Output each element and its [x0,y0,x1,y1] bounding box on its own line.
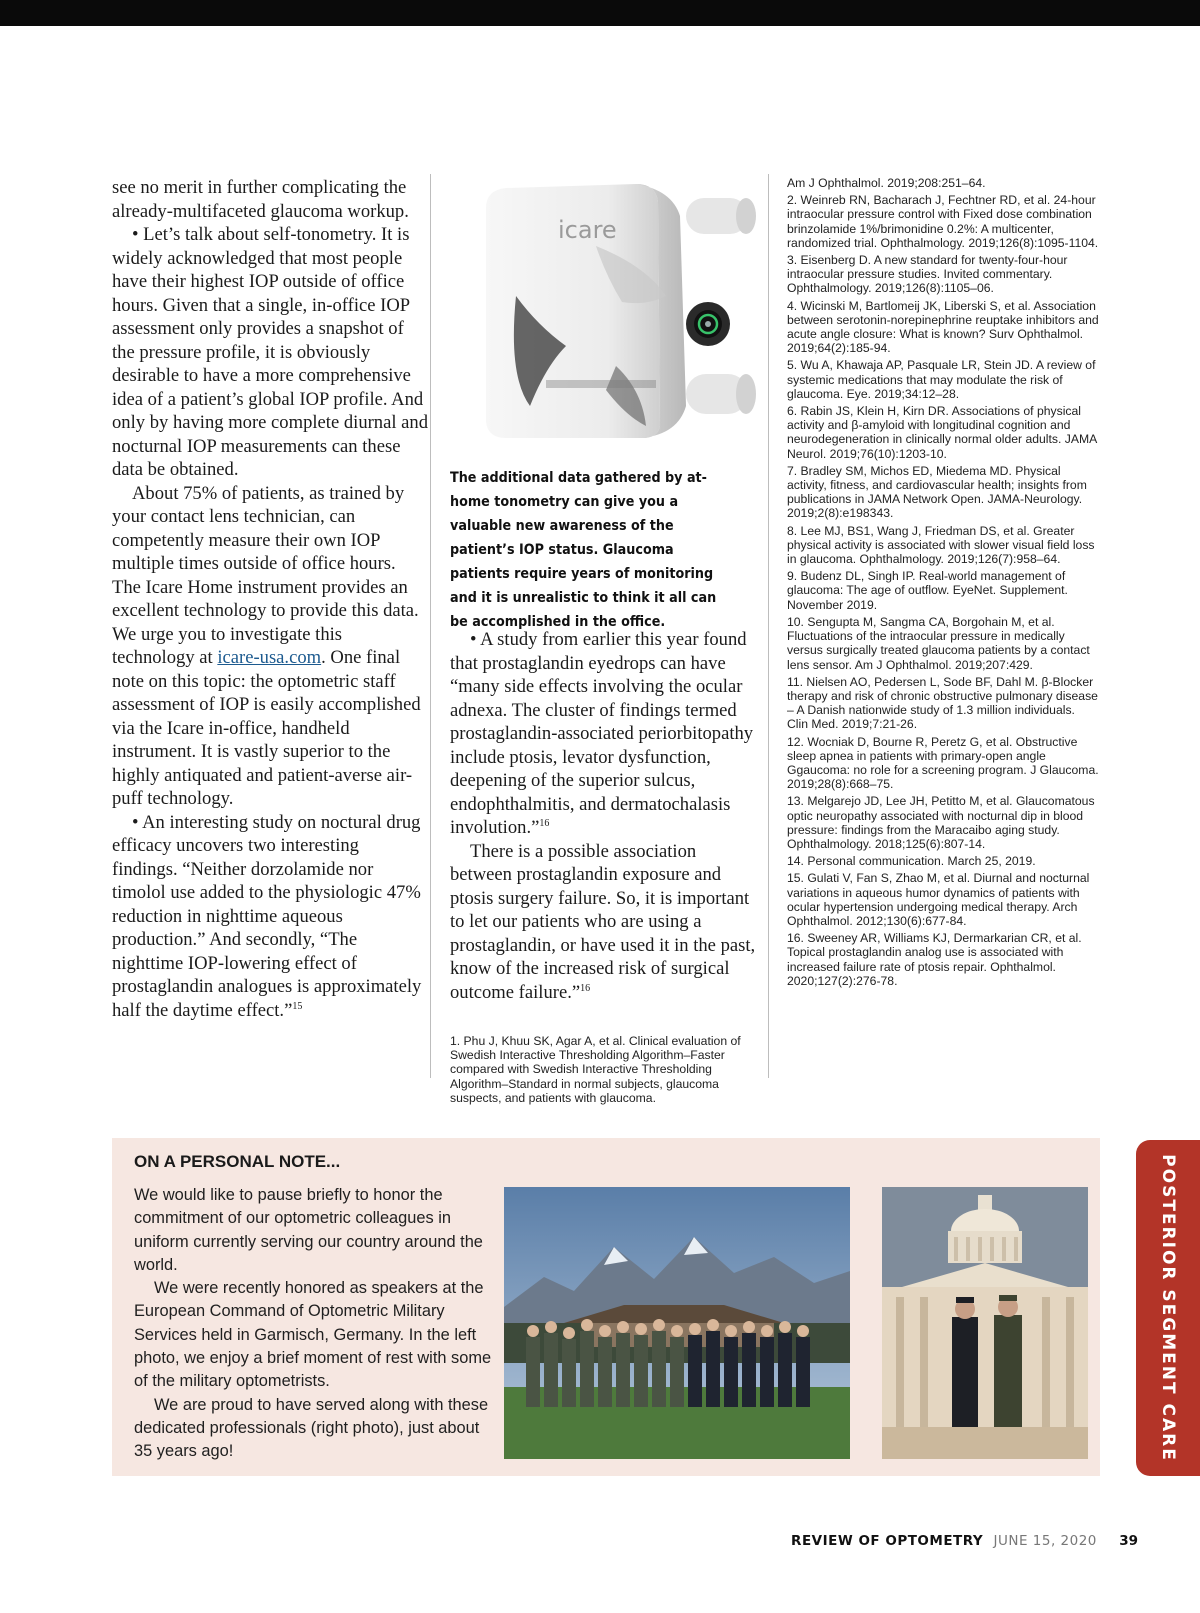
paragraph-text: About 75% of patients, as trained by your contact lens technician, can competently measure their own IOP multiple times outside of office hours. The Icare Home instrument provides an excellent technology to provide this data. We urge you to investigate this technology at [112,482,419,668]
reference-item: 3. Eisenberg D. A new standard for twenty-four-hour intraocular pressure studies. Invited commentary. Ophthalmology. 2019;126(8):1105–06. [787,253,1068,296]
paragraph-text: • An interesting study on noctural drug efficacy uncovers two interesting findings. “Neither dorzolamide nor timolol use added to the physiologic 47% reduction in nighttime aqueous production.” And secondly, “The nighttime IOP-lowering effect of prostaglandin analogues is approximately half the daytime effect.” [112,811,422,1021]
reference-item: 9. Budenz DL, Singh IP. Real-world management of glaucoma: The age of outflow. EyeNet. Supplement. November 2019. [787,569,1068,612]
figure-caption: The additional data gathered by at-home tonometry can give you a valuable new awareness of the patient’s IOP status. Glaucoma patients require years of monitoring and it is unrealistic to think it all can be accomplished in the office. [450,470,717,630]
paragraph-text: . One final note on this topic: the optometric staff assessment of IOP is easily accomplished via the Icare in-office, handheld instrument. It is vastly superior to the highly antiquated and patient-averse air-puff technology. [112,647,421,809]
personal-note-box [112,1138,1100,1476]
paragraph-text: There is a possible association between prostaglandin exposure and ptosis surgery failure. So, it is important to let our patients who are using a prostaglandin, or have used it in the past, know of the increased risk of surgical outcome failure.” [450,840,756,1003]
paragraph: We would like to pause briefly to honor the commitment of our optometric colleagues in uniform currently serving our country around the world. [134,1186,483,1274]
group-photo-garmisch [504,1187,850,1459]
article-column-2 [450,628,762,1004]
device-brand-text: icare [558,216,617,244]
reference-item: 12. Wocniak D, Bourne R, Peretz G, et al. Obstructive sleep apnea in patients with primary-open angle Ggaucoma: no role for a screening program. J Glaucoma. 2019;28(8):668–75. [787,734,1099,792]
icare-device-photo [446,176,760,444]
reference-item: 11. Nielsen AO, Pedersen L, Sode BF, Dahl M. β-Blocker therapy and risk of chronic obstructive pulmonary disease – A Danish nationwide study of 1.3 million individuals. Clin Med. 2019;7:21-26. [787,674,1098,732]
footnote-ref: 16 [580,982,591,994]
page-footer [791,1533,1138,1549]
reference-item: 13. Melgarejo JD, Lee JH, Petitto M, et al. Glaucomatous optic neuropathy associated with nocturnal dip in blood pressure: findings from the Maracaibo aging study. Ophthalmology. 2018;125(6):807-14. [787,794,1095,851]
reference-item: 6. Rabin JS, Klein H, Kirn DR. Associations of physical activity and β-amyloid with longitudinal cognition and neurodegeneration in clinically normal older adults. JAMA Neurol. 2019;76(10):1203-10. [787,404,1097,461]
reference-item: 2. Weinreb RN, Bacharach J, Fechtner RD, et al. 24-hour intraocular pressure control with Fixed dose combination brinzolamide 1%/brimonidine 0.2%: A multicenter, randomized trial. Ophthalmology. 2019;126(8):1095-1104. [787,193,1099,250]
paragraph: see no merit in further complicating the already-multifaceted glaucoma workup. [112,177,409,222]
paragraph [112,811,428,1023]
reference-item: 16. Sweeney AR, Williams KJ, Dermarkarian CR, et al. Topical prostaglandin analog use is associated with increased failure rate of ptosis repair. Ophthalmol. 2020;127(2):276-78. [787,931,1082,988]
references-list [787,176,1099,991]
article-column-1 [112,176,428,1022]
paragraph: • Let’s talk about self-tonometry. It is widely acknowledged that most people have their highest IOP outside of office hours. Given that a single, in-office IOP assessment only provides a snapshot of the pressure profile, it is obviously desirable to have a more comprehensive idea of a patient’s global IOP profile. And only by having more complete diurnal and nocturnal IOP measurements can these data be obtained. [112,224,429,480]
footnote-ref: 15 [292,1000,303,1012]
paragraph [450,628,762,840]
footnote-ref: 16 [539,817,550,829]
paragraph [112,482,428,811]
page-number: 39 [1119,1533,1138,1549]
personal-note-body [134,1184,494,1464]
reference-item: 7. Bradley SM, Michos ED, Miedema MD. Physical activity, fitness, and cardiovascular health; insights from publications in JAMA Network Open. JAMA-Neurology. 2019;2(8):e198343. [787,463,1087,521]
section-tab-label: POSTERIOR SEGMENT CARE [1158,1154,1178,1462]
reference-item: 10. Sengupta M, Sangma CA, Borgohain M, et al. Fluctuations of the intraocular pressure in medically versus surgically treated glaucoma patients by a contact lens sensor. Am J Ophthalmol. 2019;207:429. [787,614,1090,672]
personal-note-title: ON A PERSONAL NOTE... [134,1152,341,1171]
reference-item: 4. Wicinski M, Bartlomeij JK, Liberski S, et al. Association between serotonin-norepinephrine reuptake inhibitors and acute angle closure: What is known? Surv Ophthalmol. 2019;64(2):185-94. [787,298,1099,356]
reference-item: 5. Wu A, Khawaja AP, Pasquale LR, Stein JD. A review of systemic medications that may modulate the risk of glaucoma. Eye. 2019;34:12–28. [787,358,1096,401]
reference-item: Am J Ophthalmol. 2019;208:251–64. [787,176,986,190]
paragraph [450,840,762,1005]
paragraph: We were recently honored as speakers at the European Command of Optometric Military Services held in Garmisch, Germany. In the left photo, we enjoy a brief moment of rest with some of the military optometrists. [134,1279,492,1391]
column-divider [768,174,769,1078]
capitol-photo [882,1187,1088,1459]
icare-link[interactable]: icare-usa.com [217,647,322,668]
issue-date: JUNE 15, 2020 [993,1533,1097,1549]
reference-item: 15. Gulati V, Fan S, Zhao M, et al. Diurnal and nocturnal variations in aqueous humor dynamics of patients with ocular hypertension undergoing medical therapy. Arch Ophthalmol. 2012;130(6):677-84. [787,871,1090,928]
paragraph-text: • A study from earlier this year found that prostaglandin eyedrops can have “many side effects involving the ocular adnexa. The cluster of findings termed prostaglandin-associated periorbitopathy include ptosis, levator dysfunction, deepening of the superior sulcus, endophthalmitis, and dermatochalasis involution.” [450,629,754,838]
column-divider [430,174,431,1078]
top-black-bar [0,0,1200,26]
reference-item: 14. Personal communication. March 25, 2019. [787,854,1036,869]
reference-item: 8. Lee MJ, BS1, Wang J, Friedman DS, et al. Greater physical activity is associated with slower visual field loss in glaucoma. Ophthalmology. 2019;126(7):958–64. [787,523,1095,567]
magazine-name: REVIEW OF OPTOMETRY [791,1533,984,1549]
reference-1: 1. Phu J, Khuu SK, Agar A, et al. Clinical evaluation of Swedish Interactive Thresholding Algorithm–Faster compared with Swedish Interactive Thresholding Algorithm–Standard in normal subjects, glaucoma suspects, and patients with glaucoma. [450,1034,741,1105]
paragraph: We are proud to have served along with these dedicated professionals (right photo), just about 35 years ago! [134,1395,489,1461]
